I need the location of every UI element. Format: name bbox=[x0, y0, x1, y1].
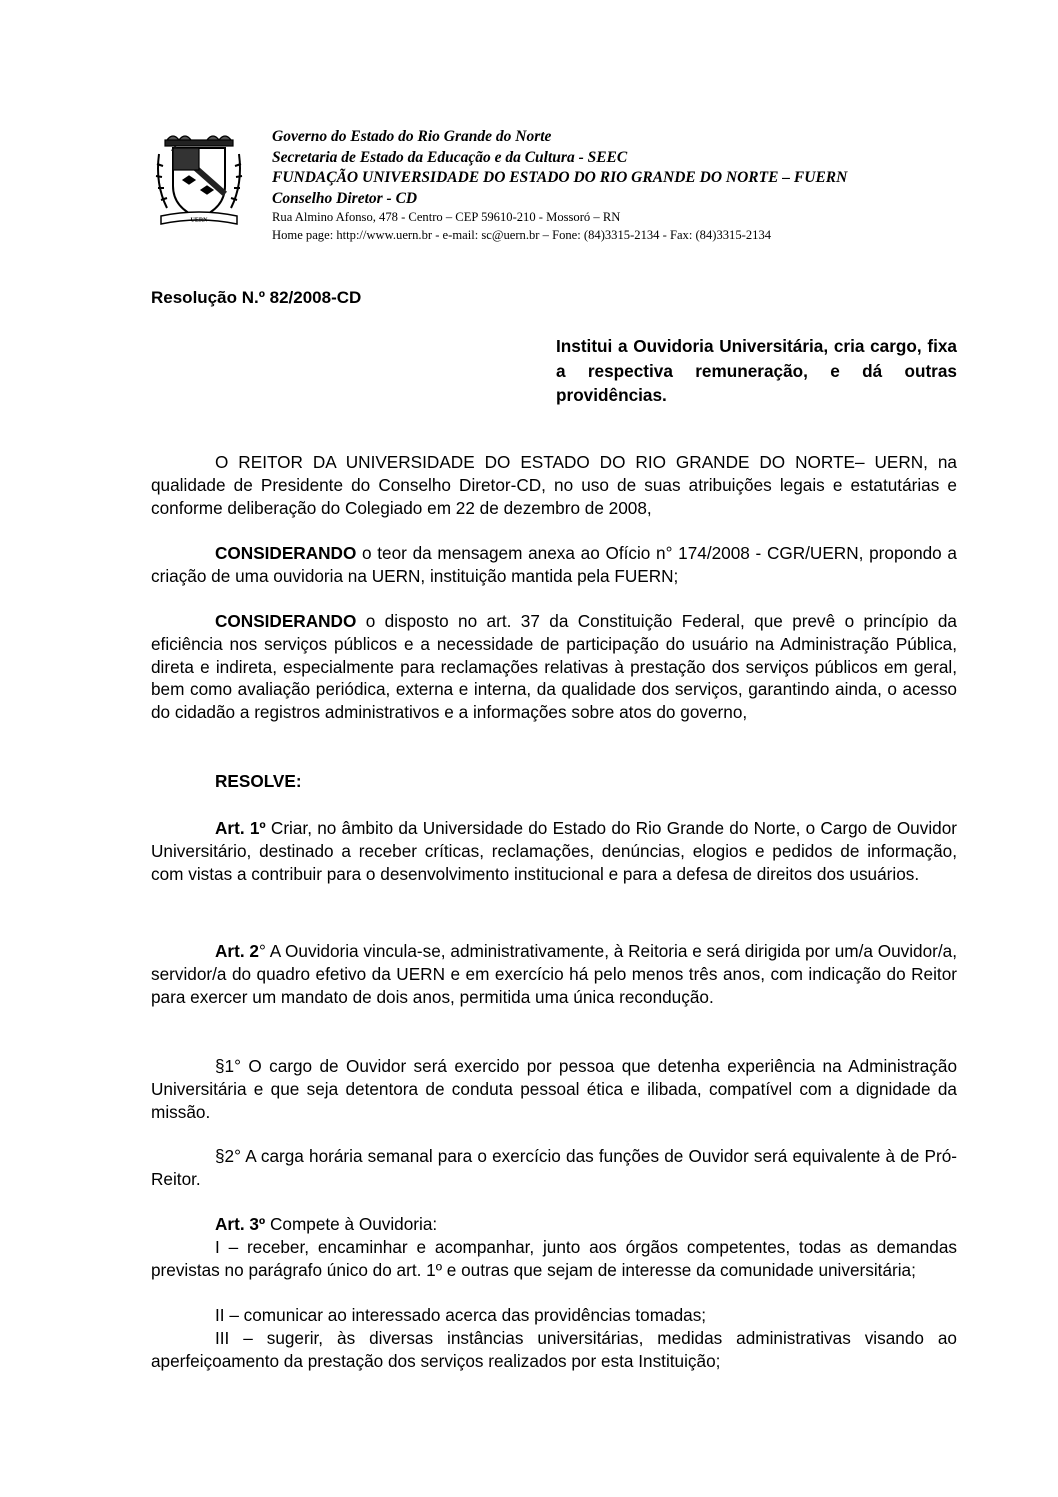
considerando-1-paragraph bbox=[151, 542, 957, 588]
article-1-label: Art. 1º bbox=[215, 818, 266, 838]
article-3-label: Art. 3º bbox=[215, 1214, 266, 1234]
article-1-paragraph bbox=[151, 817, 957, 885]
article-3-item-3: III – sugerir, às diversas instâncias universitárias, medidas administrativas visando ao aperfeiçoamento da prestação dos serviços realizados por esta Instituição; bbox=[151, 1328, 957, 1371]
considerando-1-label: CONSIDERANDO bbox=[215, 543, 357, 563]
letterhead bbox=[272, 127, 992, 244]
article-2-label: Art. 2 bbox=[215, 941, 259, 961]
paragraph-1: §1° O cargo de Ouvidor será exercido por pessoa que detenha experiência na Administração Universitária e que seja detentora de conduta pessoal ética e ilibada, compatível com a dignidade da missão. bbox=[151, 1056, 957, 1122]
considerando-2-text: o disposto no art. 37 da Constituição Federal, que prevê o princípio da eficiência nos serviços públicos e a necessidade de participação do usuário na Administração Pública, direta e indireta, especialmente para reclamações relativas à prestação dos serviços públicos em geral, bem como avaliação periódica, externa e interna, da qualidade dos serviços, garantindo ainda, o acesso do cidadão a registros administrativos e a informações sobre atos do governo, bbox=[151, 611, 957, 723]
article-2-paragraph bbox=[151, 940, 957, 1008]
paragraph-2: §2° A carga horária semanal para o exercício das funções de Ouvidor será equivalente à de Pró-Reitor. bbox=[151, 1146, 957, 1189]
header-council: Conselho Diretor - CD bbox=[272, 189, 418, 207]
header-address: Rua Almino Afonso, 478 - Centro – CEP 59610-210 - Mossoró – RN bbox=[272, 210, 621, 224]
resolve-heading: RESOLVE: bbox=[215, 771, 302, 791]
considerando-2-paragraph bbox=[151, 610, 957, 724]
article-3-text: Compete à Ouvidoria: bbox=[265, 1214, 438, 1234]
article-2-text: ° A Ouvidoria vincula-se, administrativamente, à Reitoria e será dirigida por um/a Ouvidor/a, servidor/a do quadro efetivo da UERN e em exercício há pelo menos três anos, com indicação do Reitor para exercer um mandato de dois anos, permitida uma única recondução. bbox=[151, 941, 958, 1007]
header-contact: Home page: http://www.uern.br - e-mail: sc@uern.br – Fone: (84)3315-2134 - Fax: (84)3315-2134 bbox=[272, 227, 772, 242]
article-3-item-1: I – receber, encaminhar e acompanhar, junto aos órgãos competentes, todas as demandas previstas no parágrafo único do art. 1º e outras que sejam de interesse da comunidade universitária; bbox=[151, 1237, 957, 1280]
considerando-1-text: o teor da mensagem anexa ao Ofício n° 174/2008 - CGR/UERN, propondo a criação de uma ouvidoria na UERN, instituição mantida pela FUERN; bbox=[151, 543, 957, 586]
resolution-title: Resolução N.º 82/2008-CD bbox=[151, 288, 362, 307]
article-1-text: Criar, no âmbito da Universidade do Estado do Rio Grande do Norte, o Cargo de Ouvidor Universitário, destinado a receber críticas, reclamações, denúncias, elogios e pedidos de informação, com vistas a contribuir para o desenvolvimento institucional e para a defesa de direitos dos usuários. bbox=[151, 818, 957, 884]
resolution-summary: Institui a Ouvidoria Universitária, cria cargo, fixa a respectiva remuneração, e dá outras providências. bbox=[556, 336, 957, 405]
header-government: Governo do Estado do Rio Grande do Norte bbox=[272, 128, 552, 145]
crest-banner-text: UERN bbox=[190, 217, 208, 224]
header-secretariat: Secretaria de Estado da Educação e da Cultura - SEEC bbox=[272, 148, 628, 166]
considerando-2-label: CONSIDERANDO bbox=[215, 611, 357, 631]
article-3-paragraph bbox=[151, 1213, 957, 1236]
header-foundation: FUNDAÇÃO UNIVERSIDADE DO ESTADO DO RIO GRANDE DO NORTE – FUERN bbox=[272, 169, 848, 186]
uern-crest-logo bbox=[153, 124, 245, 234]
article-3-item-2: II – comunicar ao interessado acerca das providências tomadas; bbox=[215, 1305, 707, 1325]
preamble-paragraph: O REITOR DA UNIVERSIDADE DO ESTADO DO RIO GRANDE DO NORTE– UERN, na qualidade de Presidente do Conselho Diretor-CD, no uso de suas atribuições legais e estatutárias e conforme deliberação do Colegiado em 22 de dezembro de 2008, bbox=[151, 452, 957, 518]
